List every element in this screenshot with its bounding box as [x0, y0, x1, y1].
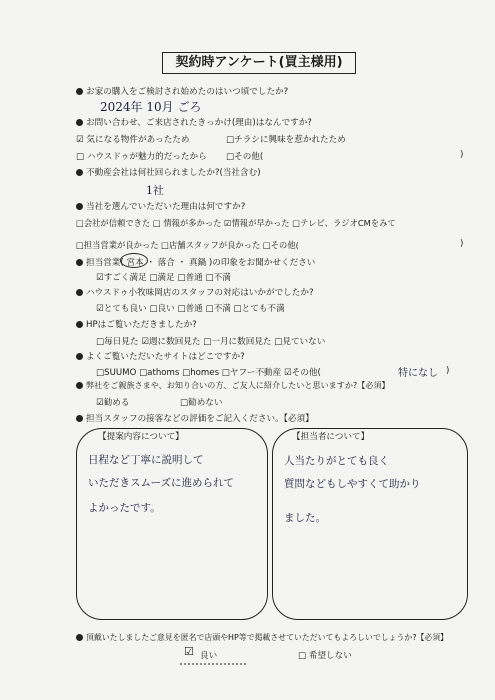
- bullet-icon: [76, 382, 83, 389]
- q2-option-housedo[interactable]: □ ハウスドゥが魅力的だったから: [76, 152, 207, 162]
- staff-comment-line-1: 人当たりがとても良く: [284, 455, 389, 467]
- q2-question: お問い合わせ、ご来店されたきっかけ(理由)はなんですか?: [76, 116, 312, 128]
- q11-option-ok[interactable]: 良い: [200, 651, 218, 661]
- bullet-icon: [76, 203, 83, 210]
- staff-comment-line-2: 質問などもしやすくて助かり: [284, 478, 421, 490]
- proposal-comment-line-1: 日程など丁寧に説明して: [88, 454, 204, 466]
- bullet-icon: [76, 353, 83, 360]
- page-title: 契約時アンケート(買主様用): [162, 52, 356, 74]
- q7-options[interactable]: □毎日見た ☑週に数回見た □一月に数回見た □見ていない: [96, 337, 326, 347]
- proposal-comment-line-3: よかったです。: [88, 502, 161, 514]
- q3-answer: 1社: [146, 184, 164, 197]
- selected-staff-circle: [120, 253, 148, 268]
- q2-option-other[interactable]: □その他(: [226, 152, 264, 162]
- q1-answer: 2024年 10月 ごろ: [100, 100, 202, 114]
- proposal-comment-line-2: いただきスムーズに進められて: [88, 477, 234, 489]
- underline-decoration: [180, 660, 250, 668]
- q6-question: ハウスドゥ小牧味岡店のスタッフの対応はいかがでしたか?: [76, 286, 314, 298]
- q9-option-recommend[interactable]: ☑勧める: [96, 398, 130, 408]
- q11-option-decline[interactable]: □ 希望しない: [298, 651, 352, 661]
- checked-box-icon[interactable]: ☑: [184, 645, 194, 658]
- q8-other-answer: 特になし: [398, 368, 438, 379]
- q11-question: 頂戴いたしましたご意見を匿名で店頭やHP等で掲載させていただいてもよろしいでしょうか?【必須】: [76, 632, 448, 643]
- q8-options-close: ): [446, 366, 450, 376]
- bullet-icon: [76, 634, 83, 641]
- q9-option-not-recommend[interactable]: □勧めない: [180, 398, 223, 408]
- q8-question: よくご覧いただいたサイトはどこですか?: [76, 350, 245, 362]
- q4-question: 当社を選んでいただいた理由は何ですか?: [76, 200, 245, 212]
- bullet-icon: [76, 119, 83, 126]
- q2-option-flyer[interactable]: □チラシに興味を惹かれたため: [226, 135, 346, 145]
- staff-comment-line-3: ました。: [284, 512, 326, 524]
- q2-option-property[interactable]: ☑ 気になる物件があったため: [76, 135, 190, 145]
- bullet-icon: [76, 321, 83, 328]
- q8-options[interactable]: □SUUMO □athoms □homes □ヤフー不動産 ☑その他(: [96, 368, 321, 378]
- bullet-icon: [76, 289, 83, 296]
- q5-question: 担当営業( 宮本 ・ 落合 ・ 真鍋 )の印象をお聞かせください: [76, 256, 315, 268]
- q2-option-other-close: ): [460, 150, 464, 160]
- bullet-icon: [76, 88, 83, 95]
- q7-question: HPはご覧いただきましたか?: [76, 318, 197, 330]
- bullet-icon: [76, 259, 83, 266]
- q9-question: 弊社をご親族さまや、お知り合いの方、ご友人に紹介したいと思いますか?【必須】: [76, 380, 390, 391]
- q4-options-row2-close: ): [460, 239, 464, 249]
- q4-options-row2[interactable]: □担当営業が良かった □店舗スタッフが良かった □その他(: [76, 240, 299, 250]
- bullet-icon: [76, 169, 83, 176]
- q4-options-row1[interactable]: □会社が信頼できた □ 情報が多かった ☑情報が早かった □テレビ、ラジオCMをみて: [76, 218, 396, 228]
- bullet-icon: [76, 415, 83, 422]
- staff-comment-label: 【担当者について】: [292, 432, 370, 442]
- proposal-comment-label: 【提案内容について】: [98, 432, 184, 442]
- q3-question: 不動産会社は何社回られましたか?(当社含む): [76, 166, 261, 178]
- q5-options[interactable]: ☑すごく満足 □満足 □普通 □不満: [96, 273, 231, 283]
- q10-question: 担当スタッフの接客などの評価をご記入ください。【必須】: [76, 412, 314, 424]
- q1-question: お家の購入をご検討され始めたのはいつ頃でしたか?: [76, 85, 288, 97]
- q6-options[interactable]: ☑とても良い □良い □普通 □不満 □とても不満: [96, 304, 285, 314]
